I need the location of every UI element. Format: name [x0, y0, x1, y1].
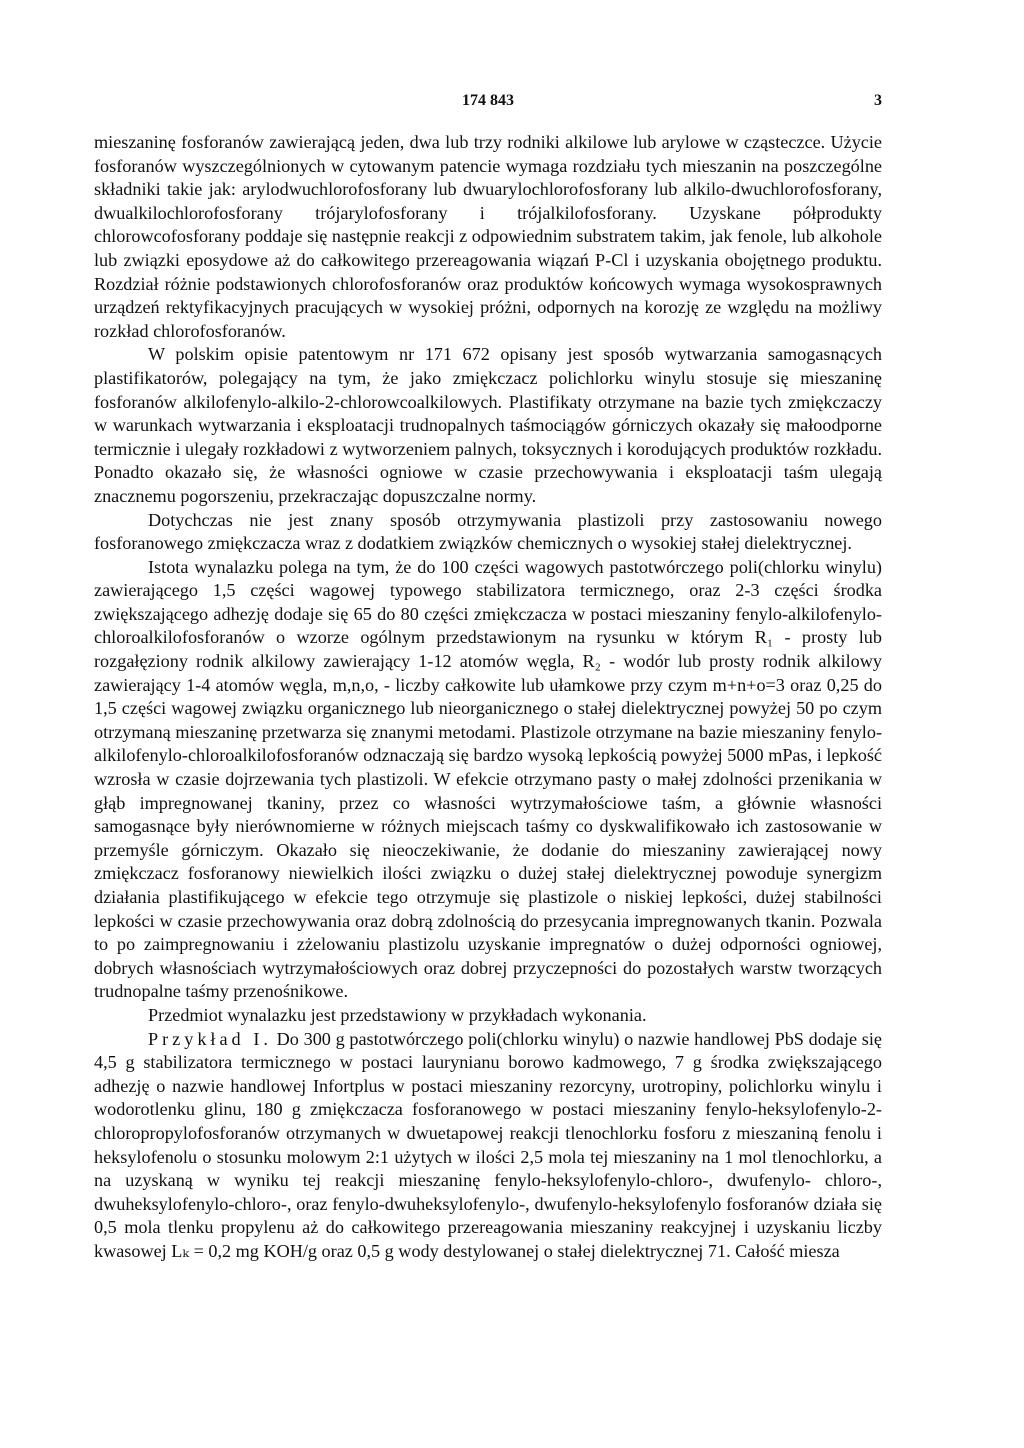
- document-body: [94, 131, 882, 1264]
- paragraph-background: Dotychczas nie jest znany sposób otrzymywania plastizoli przy zastosowaniu nowego fosforanowego zmiękczacza wraz z dodatkiem związków chemicznych o wysokiej stałej dielektrycznej.: [94, 509, 882, 554]
- paragraph-example-1: [94, 1028, 882, 1264]
- paragraph-invention-essence: Istota wynalazku polega na tym, że do 100 części wagowych pastotwórczego poli(chlorku winylu) zawierającego 1,5 części wagowej typowego stabilizatora termicznego, oraz 2-3 części środka zwiększającego adhezję dodaje się 65 do 80 części zmiękczacza w postaci mieszaniny fenylo-alkilofenylo-chloroalkilofosforanów o wzorze ogólnym przedstawionym na rysunku w którym R₁ - prosty lub rozgałęziony rodnik alkilowy zawierający 1-12 atomów węgla, R₂ - wodór lub prosty rodnik alkilowy zawierający 1-4 atomów węgla, m,n,o, - liczby całkowite lub ułamkowe przy czym m+n+o=3 oraz 0,25 do 1,5 części wagowej związku organicznego lub nieorganicznego o stałej dielektrycznej powyżej 50 po czym otrzymaną mieszaninę przetwarza się znanymi metodami. Plastizole otrzymane na bazie mieszaniny fenylo-alkilofenylo-chloroalkilofosforanów odznaczają się bardzo wysoką lepkością powyżej 5000 mPas, i lepkość wzrosła w czasie dojrzewania tych plastizoli. W efekcie otrzymano pasty o małej zdolności przenikania w głąb impregnowanej tkaniny, przez co własności wytrzymałościowe taśm, a głównie własności samogasnące były nierównomierne w różnych miejscach taśmy co dyskwalifikowało ich zastosowanie w przemyśle górniczym. Okazało się nieoczekiwanie, że dodanie do mieszaniny zawierającej nowy zmiękczacz fosforanowy niewielkich ilości związku o dużej stałej dielektrycznej powoduje synergizm działania plastifikującego w efekcie tego otrzymuje się plastizole o niskiej lepkości, dużej stabilności lepkości w czasie przechowywania oraz dobrą zdolnością do przesycania impregnowanych tkanin. Pozwala to po zaimpregnowaniu i zżelowaniu plastizolu uzyskanie impregnatów o dużej odporności ogniowej, dobrych własnościach wytrzymałościowych oraz dobrej przyczepności do pozostałych warstw tworzących trudnopalne taśmy przenośnikowe.: [94, 556, 882, 1002]
- page-header: [94, 92, 882, 116]
- paragraph-prior-patent: W polskim opisie patentowym nr 171 672 opisany jest sposób wytwarzania samogasnących plastifikatorów, polegający na tym, że jako zmiękczacz polichlorku winylu stosuje się mieszaninę fosforanów alkilofenylo-alkilo-2-chlorowcoalkilowych. Plastifikaty otrzymane na bazie tych zmiękczaczy w warunkach wytwarzania i eksploatacji trudnopalnych taśmociągów górniczych okazały się małoodporne termicznie i ulegały rozkładowi z wytworzeniem palnych, toksycznych i korodujących produktów rozkładu. Ponadto okazało się, że własności ogniowe w czasie przechowywania i eksploatacji taśm ulegają znacznemu pogorszeniu, przekraczając dopuszczalne normy.: [94, 344, 882, 506]
- example-label: Przykład I.: [148, 1028, 272, 1049]
- paragraph-continued: mieszaninę fosforanów zawierającą jeden, dwa lub trzy rodniki alkilowe lub arylowe w cząsteczce. Użycie fosforanów wyszczególnionych w cytowanym patencie wymaga rozdziału tych mieszanin na poszczególne składniki takie jak: arylodwuchlorofosforany lub dwuarylochlorofosforany lub alkilo-dwuchlorofosforany, dwualkilochlorofosforany trójarylofosforany i trójalkilofosforany. Uzyskane półprodukty chlorowcofosforany poddaje się następnie reakcji z odpowiednim substratem takim, jak fenole, lub alkohole lub związki eposydowe aż do całkowitego przereagowania wiązań P-Cl i uzyskania obojętnego produktu. Rozdział różnie podstawionych chlorofosforanów oraz produktów końcowych wymaga wysokosprawnych urządzeń rektyfikacyjnych pracujących w wysokiej próżni, odpornych na korozję ze względu na możliwy rozkład chlorofosforanów.: [94, 132, 882, 341]
- paragraph-examples-intro: Przedmiot wynalazku jest przedstawiony w przykładach wykonania.: [148, 1004, 647, 1025]
- document-page: [94, 92, 882, 1264]
- page-number: 3: [874, 92, 882, 109]
- example-text: Do 300 g pastotwórczego poli(chlorku winylu) o nazwie handlowej PbS dodaje się 4,5 g stabilizatora termicznego w postaci laurynianu borowo kadmowego, 7 g środka zwiększającego adhezję o nazwie handlowej Infortplus w postaci mieszaniny rezorcyny, urotropiny, polichlorku winylu i wodorotlenku glinu, 180 g zmiękczacza fosforanowego w postaci mieszaniny fenylo-heksylofenylo-2-chloropropylofosforanów otrzymanych w dwuetapowej reakcji tlenochlorku fosforu z mieszaniną fenolu i heksylofenolu o stosunku molowym 2:1 użytych w ilości 2,5 mola tej mieszaniny na 1 mol tlenochlorku, a na uzyskaną w wyniku tej reakcji mieszaninę fenylo-heksylofenylo-chloro-, dwufenylo- chloro-, dwuheksylofenylo-chloro-, oraz fenylo-dwuheksylofenylo-, dwufenylo-heksylofenylo fosforanów działa się 0,5 mola tlenku propylenu aż do całkowitego przereagowania mieszaniny reakcyjnej i uzyskaniu liczby kwasowej Lₖ = 0,2 mg KOH/g oraz 0,5 g wody destylowanej o stałej dielektrycznej 71. Całość miesza: [94, 1028, 882, 1261]
- patent-number: 174 843: [462, 92, 514, 109]
